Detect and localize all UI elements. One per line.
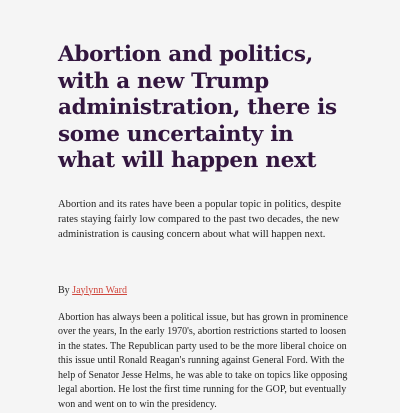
article-headline: Abortion and politics, with a new Trump administration, there is some uncertainty in what will happen next <box>58 42 337 173</box>
author-link[interactable]: Jaylynn Ward <box>72 284 128 296</box>
article-summary: Abortion and its rates have been a popular topic in politics, despite rates staying fairly low compared to the past two decades, the new administration is causing concern about what will happen next. <box>58 198 342 240</box>
article-body-paragraph: Abortion has always been a political issue, but has grown in prominence over the years, In the early 1970's, abortion restrictions started to loosen in the states. The Republican party used to be the more liberal choice on this issue until Ronald Reagan's running against General Ford. With the help of Senator Jesse Helms, he was able to take on topics like opposing legal abortion. He lost the first time running for the GOP, but eventually won and went on to win the presidency. <box>58 311 348 411</box>
article <box>58 42 348 413</box>
byline-prefix: By <box>58 284 70 296</box>
byline <box>58 284 348 298</box>
